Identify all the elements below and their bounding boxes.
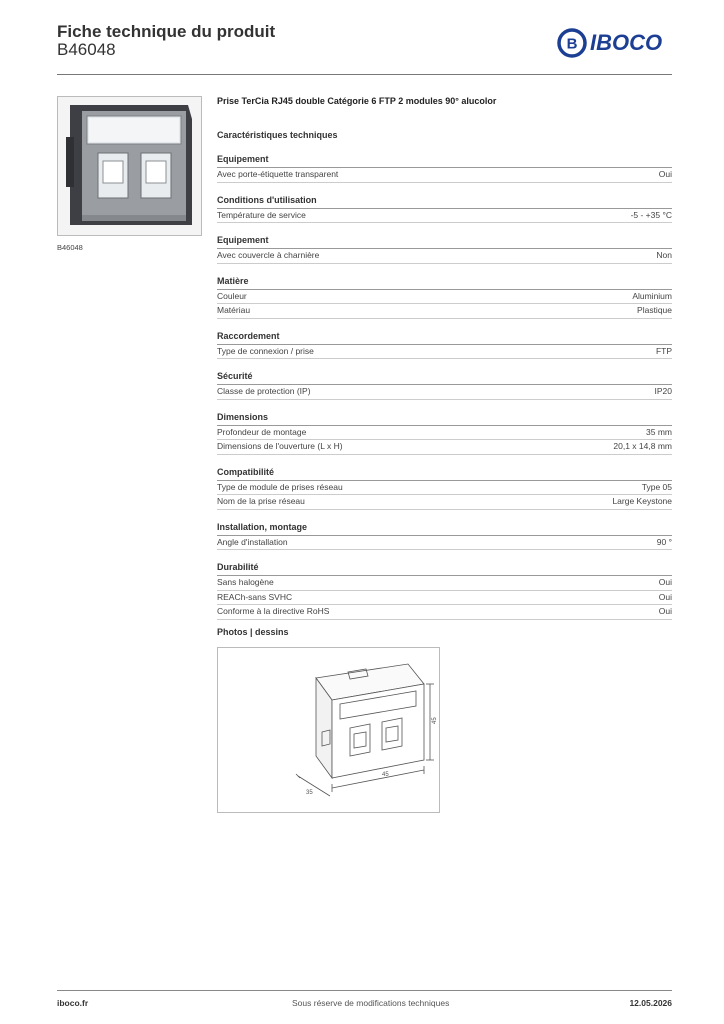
spec-label: REACh-sans SVHC: [217, 591, 293, 602]
logo-text: IBOCO: [590, 30, 663, 55]
spec-row: [217, 249, 672, 264]
spec-value: 20,1 x 14,8 mm: [613, 441, 672, 451]
spec-label: Dimensions de l'ouverture (L x H): [217, 441, 343, 451]
spec-row: [217, 290, 672, 305]
spec-row: [217, 426, 672, 441]
spec-group-installation: [217, 521, 672, 551]
spec-value: Non: [656, 250, 672, 260]
spec-label: Nom de la prise réseau: [217, 496, 305, 506]
footer-divider: [57, 990, 672, 991]
logo-mark-letter: B: [566, 35, 578, 53]
dimension-depth-label: 35: [306, 790, 313, 796]
spec-row: [217, 495, 672, 510]
spec-group-title: Equipement: [217, 153, 672, 168]
spec-label: Sans halogène: [217, 577, 274, 587]
spec-row: [217, 209, 672, 224]
spec-value: Plastique: [637, 305, 672, 315]
spec-value: 35 mm: [646, 426, 672, 437]
spec-value: Oui: [658, 591, 672, 602]
iboco-logo-icon: [557, 28, 587, 58]
spec-group-title: Compatibilité: [217, 466, 672, 481]
specs-heading: Caractéristiques techniques: [217, 130, 338, 140]
spec-value: 90 °: [656, 536, 672, 547]
spec-row: [217, 345, 672, 360]
dimension-drawing-icon: [218, 648, 439, 812]
spec-row: [217, 536, 672, 551]
spec-row: [217, 168, 672, 183]
spec-value: IP20: [654, 386, 672, 396]
spec-group-title: Durabilité: [217, 561, 672, 576]
spec-group-conditions: [217, 194, 672, 224]
spec-label: Type de module de prises réseau: [217, 481, 343, 492]
spec-value: Type 05: [641, 481, 672, 492]
spec-row: [217, 576, 672, 591]
spec-label: Classe de protection (IP): [217, 386, 311, 396]
spec-group-title: Equipement: [217, 234, 672, 249]
dimension-height-label: 45: [432, 717, 438, 724]
spec-group-compatibilite: [217, 466, 672, 510]
spec-row: [217, 385, 672, 400]
specs-table: [217, 153, 672, 631]
spec-label: Avec couvercle à charnière: [217, 250, 320, 260]
spec-label: Température de service: [217, 209, 306, 220]
photos-heading: Photos | dessins: [217, 627, 289, 637]
spec-label: Angle d'installation: [217, 536, 288, 547]
spec-label: Matériau: [217, 305, 251, 315]
product-thumbnail: [57, 96, 202, 236]
spec-group-dimensions: [217, 411, 672, 455]
spec-label: Profondeur de montage: [217, 426, 307, 437]
spec-value: FTP: [655, 345, 672, 356]
dimension-width-label: 45: [382, 772, 389, 778]
product-photo-icon: [58, 97, 201, 235]
spec-group-durabilite: [217, 561, 672, 620]
spec-group-title: Dimensions: [217, 411, 672, 426]
spec-row: [217, 304, 672, 319]
spec-value: -5 - +35 °C: [630, 209, 672, 220]
spec-group-raccordement: [217, 330, 672, 360]
spec-group-equipement: [217, 153, 672, 183]
brand-logo: [557, 28, 662, 58]
spec-label: Type de connexion / prise: [217, 345, 314, 356]
footer-date: 12.05.2026: [629, 998, 672, 1008]
spec-row: [217, 440, 672, 455]
footer-note: Sous réserve de modifications techniques: [292, 998, 450, 1008]
spec-value: Large Keystone: [612, 496, 672, 506]
spec-value: Aluminium: [632, 290, 672, 301]
thumbnail-caption: B46048: [57, 243, 83, 252]
spec-row: [217, 591, 672, 606]
spec-row: [217, 605, 672, 620]
spec-label: Avec porte-étiquette transparent: [217, 169, 339, 179]
footer-website-link[interactable]: iboco.fr: [57, 998, 89, 1008]
spec-group-title: Installation, montage: [217, 521, 672, 536]
spec-group-matiere: [217, 275, 672, 319]
technical-drawing: [217, 647, 440, 813]
spec-label: Couleur: [217, 290, 247, 301]
document-title: Fiche technique du produit: [57, 22, 276, 41]
spec-value: Oui: [658, 169, 672, 179]
spec-value: Oui: [658, 606, 672, 616]
spec-group-title: Raccordement: [217, 330, 672, 345]
spec-group-title: Matière: [217, 275, 672, 290]
spec-group-title: Sécurité: [217, 370, 672, 385]
product-name: Prise TerCia RJ45 double Catégorie 6 FTP 2 modules 90° alucolor: [217, 96, 497, 106]
spec-group-equipement-2: [217, 234, 672, 264]
header-divider: [57, 74, 672, 75]
spec-group-securite: [217, 370, 672, 400]
spec-label: Conforme à la directive RoHS: [217, 606, 330, 616]
spec-value: Oui: [658, 577, 672, 587]
spec-group-title: Conditions d'utilisation: [217, 194, 672, 209]
spec-row: [217, 481, 672, 496]
product-reference: B46048: [57, 40, 116, 59]
